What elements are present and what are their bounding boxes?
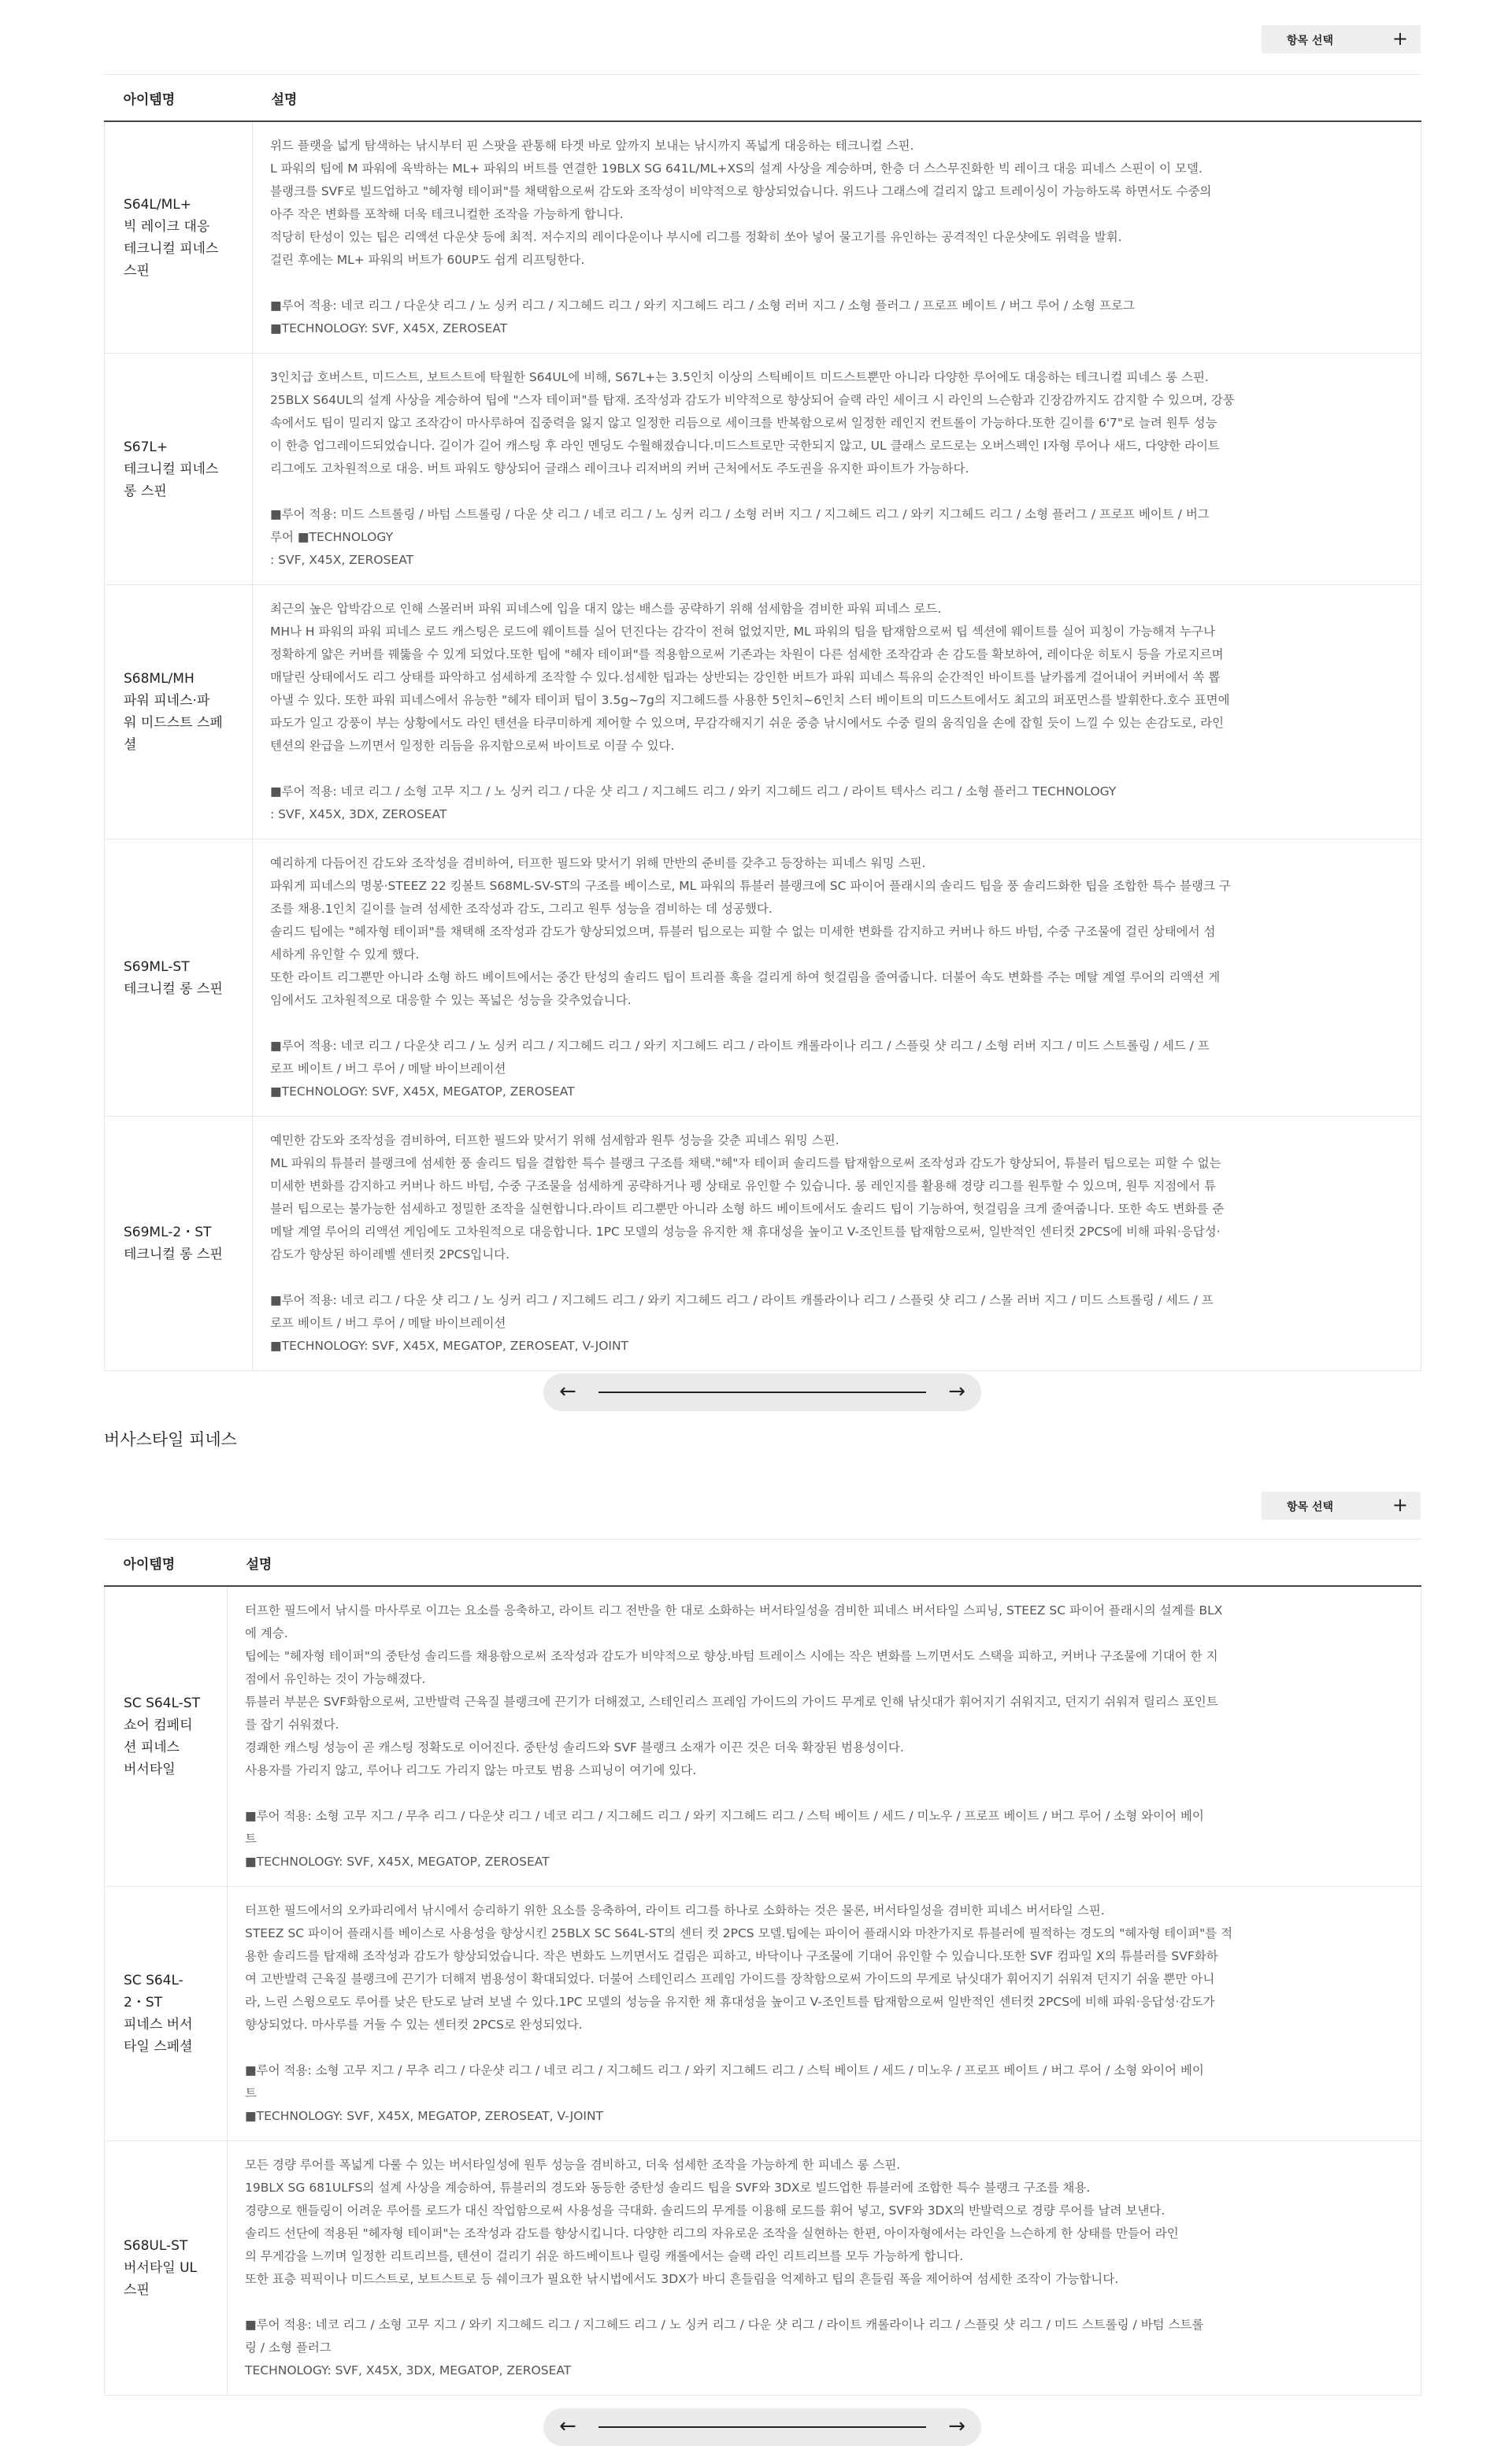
desc-line: 경량으로 핸들링이 어려운 루어를 로드가 대신 작업함으로써 사용성을 극대화. 솔리드의 무게를 이용해 로드를 휘어 넣고, SVF와 3DX의 반발력으로 경량 루어를 날려 보낸다. [245,2203,1166,2218]
desc-line: 리그에도 고차원적으로 대응. 버트 파워도 향상되어 글래스 레이크나 리저버의 커버 근처에서도 주도권을 유지한 파이트가 가능하다. [270,461,969,476]
desc-line: 링 / 소형 플러그 [245,2340,332,2355]
desc-line: 3인치급 호버스트, 미드스트, 보트스트에 탁월한 S64UL에 비해, S67L+는 3.5인치 이상의 스틱베이트 미드스트뿐만 아니라 다양한 루어에도 대응하는 테크니컬 피네스 롱 스핀. [270,370,1209,384]
item-name-line: 버서타일 [124,1762,176,1777]
item-name-line: 타일 스페셜 [124,2039,193,2055]
desc-line: 속에서도 팁이 밀리지 않고 조작감이 마사루하여 집중력을 잃지 않고 일정한 리듬으로 세이크를 반복함으로써 일정한 레인지 컨트롤이 가능하다.또한 길이를 6'7"로 늘려 원투 성능 [270,416,1217,430]
desc-line: 파워게 피네스의 명봉·STEEZ 22 킹볼트 S68ML-SV-ST의 구조를 베이스로, ML 파워의 튜블러 블랭크에 SC 파이어 플래시의 솔리드 팁을 풍 솔리드화한 팁을 조합한 특수 블랭크 구 [270,879,1231,893]
col-header-desc: 설명 [228,1540,1421,1587]
paragraph-gap [245,1782,1402,1805]
spec-table-2 [104,1539,1421,2396]
item-name-cell [105,1586,228,1887]
item-desc-cell [253,354,1421,585]
desc-line: 아주 작은 변화를 포착해 더욱 테크니컬한 조작을 가능하게 합니다. [270,207,624,221]
item-name-line: 롱 스핀 [124,483,167,499]
desc-line: ■루어 적용: 네코 리그 / 다운샷 리그 / 노 싱커 리그 / 지그헤드 리그 / 와키 지그헤드 리그 / 라이트 캐롤라이나 리그 / 스플릿 샷 리그 / 소형 러버 지그 / 미드 스트롤링 / 세드 / 프 [270,1039,1210,1053]
desc-line: 예민한 감도와 조작성을 겸비하여, 터프한 필드와 맞서기 위해 섬세함과 원투 성능을 갖춘 피네스 워밍 스핀. [270,1133,839,1147]
desc-line: : SVF, X45X, 3DX, ZEROSEAT [270,807,447,821]
desc-line: 점에서 유인하는 것이 가능해졌다. [245,1672,426,1686]
item-name-line: S68UL-ST [124,2238,188,2254]
desc-line: 의 무게감을 느끼며 일정한 리트리브를, 텐션이 걸리기 쉬운 하드베이트나 릴링 캐롤에서는 슬랙 라인 리트리브를 모두 가능하게 합니다. [245,2249,964,2263]
table-row [105,839,1421,1117]
desc-line: 팁에는 "헤자형 테이퍼"의 중탄성 솔리드를 채용함으로써 조작성과 감도가 비약적으로 향상.바텀 트레이스 시에는 작은 변화를 느끼면서도 스택을 피하고, 커버나 구조물에 기대어 한 지 [245,1649,1218,1663]
item-desc-cell [253,1117,1421,1371]
desc-line: 트 [245,1832,257,1846]
desc-line: 매달린 상태에서도 리그 상태를 파악하고 섬세하게 조작할 수 있다.섬세한 팁과는 상반되는 강인한 버트가 파워 피네스 특유의 순간적인 바이트를 날카롭게 걸어내어 커버에서 쏙 뽑 [270,670,1221,684]
table-scroll-pager-1 [543,1373,981,1411]
desc-line: 미세한 변화를 감지하고 커버나 하드 바텀, 수중 구조물을 섬세하게 공략하거나 펭 상태로 유인할 수 있습니다. 롱 레인지를 활용해 경량 리그를 원투할 수 있으며, 원투 지점에서 튜 [270,1179,1217,1193]
desc-line: ■루어 적용: 미드 스트롤링 / 바텀 스트롤링 / 다운 샷 리그 / 네코 리그 / 노 싱커 리그 / 소형 러버 지그 / 지그헤드 리그 / 와키 지그헤드 리그 / 소형 플러그 / 프로프 베이트 / 버그 [270,507,1210,521]
table-row [105,1117,1421,1371]
table-row [105,121,1421,354]
desc-line: 걸린 후에는 ML+ 파워의 버트가 60UP도 쉽게 리프팅한다. [270,253,585,267]
desc-line: 예리하게 다듬어진 감도와 조작성을 겸비하여, 터프한 필드와 맞서기 위해 만반의 준비를 갖추고 등장하는 피네스 워밍 스핀. [270,856,926,870]
desc-line: 를 잡기 쉬워졌다. [245,1718,339,1732]
item-name-line: SC S64L-ST [124,1696,200,1711]
scroll-track[interactable] [598,1392,926,1393]
item-select-button[interactable] [1262,1492,1421,1520]
section-heading: 버사스타일 피네스 [104,1430,237,1449]
table-header-row [105,1540,1421,1587]
desc-line: 라, 느린 스윙으로도 루어를 낮은 탄도로 날려 보낼 수 있다.1PC 모델의 성능을 유지한 채 휴대성을 높이고 V-조인트를 탑재함으로써 일반적인 센터컷 2PCS에 비해 파워·응답성·감도가 [245,1995,1215,2009]
desc-line: 에 계승. [245,1626,288,1640]
desc-line: 또한 표층 픽픽이나 미드스트로, 보트스트로 등 쉐이크가 필요한 낚시법에서도 3DX가 바디 흔들림을 억제하고 팁의 흔들림 폭을 제어하여 섬세한 조작이 가능합니다. [245,2272,1119,2286]
item-select-button[interactable] [1262,25,1421,54]
item-name-line: 션 피네스 [124,1740,180,1755]
item-name-line: S68ML/MH [124,671,195,687]
desc-line: 튜블러 부분은 SVF화함으로써, 고반발력 근육질 블랭크에 끈기가 더해졌고, 스테인리스 프레임 가이드의 가이드 무게로 인해 낚싯대가 휘어지기 쉬워지고, 던지기 쉬워져 릴리스 포인트 [245,1695,1218,1709]
desc-line: 25BLX S64UL의 설계 사상을 계승하여 팁에 "스자 테이퍼"를 탑재. 조작성과 감도가 비약적으로 향상되어 슬랙 라인 세이크 시 라인의 느슨함과 긴장감까지도 감지할 수 있으며, 강풍 [270,393,1235,407]
desc-line: 임에서도 고차원적으로 대응할 수 있는 폭넓은 성능을 갖추었습니다. [270,993,632,1007]
item-name-line: 스핀 [124,262,150,279]
item-desc-cell [228,2141,1421,2396]
scroll-track[interactable] [598,2426,926,2428]
arrow-right-icon[interactable]: → [948,1380,965,1403]
desc-line: 로프 베이트 / 버그 루어 / 메탈 바이브레이션 [270,1062,506,1076]
desc-line: ■루어 적용: 네코 리그 / 다운샷 리그 / 노 싱커 리그 / 지그헤드 리그 / 와키 지그헤드 리그 / 소형 러버 지그 / 소형 플러그 / 프로프 베이트 / 버그 루어 / 소형 프로그 [270,298,1135,313]
paragraph-gap [270,758,1402,780]
desc-line: 루어 ■TECHNOLOGY [270,530,394,544]
desc-line: STEEZ SC 파이어 플래시를 베이스로 사용성을 향상시킨 25BLX SC S64L-ST의 센터 컷 2PCS 모델.팁에는 파이어 플래시와 마찬가지로 튜블러에 필적하는 경도의 "헤자형 테이퍼"를 적 [245,1926,1233,1940]
desc-line: 트 [245,2086,257,2100]
paragraph-gap [270,1012,1402,1035]
desc-line: 적당히 탄성이 있는 팁은 리액션 다운샷 등에 최적. 저수지의 레이다운이나 부시에 리그를 정확히 쏘아 넣어 물고기를 유인하는 공격적인 다운샷에도 위력을 발휘. [270,230,1122,244]
item-desc-cell [228,1887,1421,2141]
item-name-cell [105,1117,253,1371]
desc-line: 여 고반발력 근육질 블랭크에 끈기가 더해져 범용성이 확대되었다. 더불어 스테인리스 프레임 가이드를 장착함으로써 가이드의 무게로 낚싯대가 휘어지기 쉬워져 던지기 쉬울 뿐만 아니 [245,1972,1215,1986]
item-name-line: S69ML-2・ST [124,1225,212,1240]
arrow-right-icon[interactable]: → [948,2414,965,2438]
desc-line: 사용자를 가리지 않고, 루어나 리그도 가리지 않는 마코토 범용 스피닝이 여기에 있다. [245,1763,697,1777]
item-desc-cell [253,121,1421,354]
desc-line: 감도가 향상된 하이레벨 센터컷 2PCS입니다. [270,1247,510,1262]
col-header-desc: 설명 [253,75,1421,122]
item-name-line: 2・ST [124,1995,162,2011]
item-name-line: 테크니컬 롱 스핀 [124,1247,223,1262]
arrow-left-icon[interactable]: ← [559,2414,576,2438]
desc-line: ■루어 적용: 네코 리그 / 소형 고무 지그 / 와키 지그헤드 리그 / 지그헤드 리그 / 노 싱커 리그 / 다운 샷 리그 / 라이트 캐롤라이나 리그 / 스플릿 샷 리그 / 미드 스트롤링 / 바텀 스트롤 [245,2318,1204,2332]
spec-table-1 [104,74,1421,1371]
item-name-line: S64L/ML+ [124,196,192,213]
table-scroll-pager-2 [543,2408,981,2446]
item-desc-cell [253,585,1421,839]
item-name-line: 테크니컬 롱 스핀 [124,980,223,997]
desc-line: 최근의 높은 압박감으로 인해 스몰러버 파워 피네스에 입을 대지 않는 배스를 공략하기 위해 섬세함을 겸비한 파워 피네스 로드. [270,602,942,616]
arrow-left-icon[interactable]: ← [559,1380,576,1403]
col-header-name: 아이템명 [105,1540,228,1587]
item-name-cell [105,839,253,1117]
desc-line: 블랭크를 SVF로 빌드업하고 "헤자형 테이퍼"를 채택함으로써 감도와 조작성이 비약적으로 향상되었습니다. 위드나 그래스에 걸리지 않고 트레이싱이 가능하도록 하면서도 수중의 [270,184,1212,198]
desc-line: 경쾌한 캐스팅 성능이 곧 캐스팅 정확도로 이어진다. 중탄성 솔리드와 SVF 블랭크 소재가 이끈 것은 더욱 확장된 범용성이다. [245,1740,904,1755]
desc-line: 조를 채용.1인치 길이를 늘려 섬세한 조작성과 감도, 그리고 원투 성능을 겸비하는 데 성공했다. [270,902,773,916]
item-name-line: 빅 레이크 대응 [124,218,210,235]
desc-line: L 파워의 팁에 M 파워에 육박하는 ML+ 파워의 버트를 연결한 19BLX SG 641L/ML+XS의 설계 사상을 계승하며, 한층 더 스스무진화한 빅 레이크 대응 피네스 스핀이 이 모델. [270,161,1203,176]
item-name-line: 파워 피네스·파 [124,693,210,709]
desc-line: 이 한층 업그레이드되었습니다. 길이가 길어 캐스팅 후 라인 멘딩도 수월해졌습니다.미드스트로만 국한되지 않고, UL 클래스 로드로는 오버스펙인 I자형 루어나 새드, 다양한 라이트 [270,439,1220,453]
desc-line: ■TECHNOLOGY: SVF, X45X, MEGATOP, ZEROSEAT [270,1084,575,1099]
item-desc-cell [228,1586,1421,1887]
desc-line: 정확하게 얇은 커버를 꿰뚫을 수 있게 되었다.또한 팁에 "헤자 테이퍼"를 적용함으로써 기존과는 차원이 다른 섬세한 조작감과 손 감도를 확보하여, 레이다운 히토시 등을 가로지르며 [270,647,1224,662]
desc-line: 솔리드 팁에는 "헤자형 테이퍼"를 채택해 조작성과 감도가 향상되었으며, 튜블러 팁으로는 피할 수 없는 미세한 변화를 감지하고 커버나 하드 바텀, 수중 구조물에 걸린 상태에서 섬 [270,925,1216,939]
desc-line: 텐션의 완급을 느끼면서 일정한 리듬을 유지함으로써 바이트로 이끌 수 있다. [270,739,675,753]
table-row [105,354,1421,585]
item-name-line: 스핀 [124,2282,150,2298]
table-row [105,1887,1421,2141]
desc-line: ■루어 적용: 소형 고무 지그 / 무추 리그 / 다운샷 리그 / 네코 리그 / 지그헤드 리그 / 와키 지그헤드 리그 / 스틱 베이트 / 세드 / 미노우 / 프로프 베이트 / 버그 루어 / 소형 와이어 베이 [245,2063,1204,2077]
item-name-line: S67L+ [124,439,169,455]
item-name-line: 워 미드스트 스페 [124,715,223,731]
desc-line: 향상되었다. 마사루를 거둘 수 있는 센터컷 2PCS로 완성되었다. [245,2018,583,2032]
item-name-line: 테크니컬 피네스 [124,461,219,477]
desc-line: ML 파워의 튜블러 블랭크에 섬세한 풍 솔리드 팁을 결합한 특수 블랭크 구조를 채택."헤"자 테이퍼 솔리드를 탑재함으로써 조작성과 감도가 향상되어, 튜블러 팁으로는 피할 수 없는 [270,1156,1221,1170]
paragraph-gap [270,480,1402,503]
desc-line: 터프한 필드에서 낚시를 마사루로 이끄는 요소를 응축하고, 라이트 리그 전반을 한 대로 소화하는 버서타일성을 겸비한 피네스 버서타일 스피닝, STEEZ SC 파이어 플래시의 설계를 BLX [245,1603,1223,1618]
item-name-line: 셜 [124,737,137,753]
desc-line: 세하게 유인할 수 있게 했다. [270,947,420,962]
item-name-cell [105,354,253,585]
paragraph-gap [270,1266,1402,1289]
col-header-name: 아이템명 [105,75,253,122]
desc-line: 블러 팁으로는 불가능한 섬세하고 정밀한 조작을 실현합니다.라이트 리그뿐만 아니라 소형 하드 베이트에서도 솔리드 팁이 기능하여, 헛걸림을 크게 줄여줍니다. 또한 속도 변화를 준 [270,1202,1225,1216]
plus-icon: + [1392,28,1408,50]
item-name-line: 쇼어 컴페티 [124,1718,193,1733]
item-name-line: 버서타일 UL [124,2260,198,2276]
item-desc-cell [253,839,1421,1117]
table-row [105,2141,1421,2396]
item-name-cell [105,585,253,839]
desc-line: ■TECHNOLOGY: SVF, X45X, MEGATOP, ZEROSEAT, V-JOINT [245,2109,604,2123]
desc-line: 용한 솔리드를 탑재해 조작성과 감도가 향상되었습니다. 작은 변화도 느끼면서도 걸림은 피하고, 바닥이나 구조물에 기대어 유인할 수 있습니다.또한 SVF 컴파일 X의 튜블러를 SVF화하 [245,1949,1218,1963]
desc-line: : SVF, X45X, ZEROSEAT [270,553,414,567]
desc-line: ■TECHNOLOGY: SVF, X45X, MEGATOP, ZEROSEAT [245,1855,550,1869]
paragraph-gap [245,2036,1402,2059]
desc-line: 위드 플랫을 넓게 탐색하는 낚시부터 핀 스팟을 관통해 타겟 바로 앞까지 보내는 낚시까지 폭넓게 대응하는 테크니컬 스핀. [270,139,914,153]
desc-line: 로프 베이트 / 버그 루어 / 메탈 바이브레이션 [270,1316,506,1330]
paragraph-gap [270,272,1402,295]
desc-line: 또한 라이트 리그뿐만 아니라 소형 하드 베이트에서는 중간 탄성의 솔리드 팁이 트리플 훅을 걸리게 하여 헛걸림을 줄여줍니다. 더불어 속도 변화를 주는 메탈 계열 루어의 리액션 게 [270,970,1221,984]
desc-line: 아낼 수 있다. 또한 파워 피네스에서 유능한 "헤자 테이퍼 팁이 3.5g~7g의 지그헤드를 사용한 5인치~6인치 스터 베이트의 미드스트에서도 최고의 퍼포먼스를 발휘한다.호수 표면에 [270,693,1230,707]
item-name-cell [105,1887,228,2141]
item-name-line: 피네스 버서 [124,2017,193,2033]
item-name-cell [105,2141,228,2396]
item-name-line: SC S64L- [124,1973,183,1988]
item-name-line: 테크니컬 피네스 [124,240,219,257]
desc-line: 터프한 필드에서의 오카파리에서 낚시에서 승리하기 위한 요소를 응축하여, 라이트 리그를 하나로 소화하는 것은 물론, 버서타일성을 겸비한 피네스 버서타일 스핀. [245,1903,1105,1918]
desc-line: TECHNOLOGY: SVF, X45X, 3DX, MEGATOP, ZEROSEAT [245,2363,572,2377]
desc-line: ■루어 적용: 네코 리그 / 다운 샷 리그 / 노 싱커 리그 / 지그헤드 리그 / 와키 지그헤드 리그 / 라이트 캐롤라이나 리그 / 스플릿 샷 리그 / 스몰 러버 지그 / 미드 스트롤링 / 세드 / 프 [270,1293,1214,1307]
table-header-row [105,75,1421,122]
item-select-label: 항목 선택 [1287,1501,1333,1514]
paragraph-gap [245,2291,1402,2314]
item-name-cell [105,121,253,354]
desc-line: MH나 H 파워의 파워 피네스 로드 캐스팅은 로드에 웨이트를 실어 던진다는 감각이 전혀 없었지만, ML 파워의 팁을 탑재함으로써 팁 섹션에 웨이트를 실어 피칭이 가능해져 누구나 [270,624,1216,639]
desc-line: 솔리드 선단에 적용된 "헤자형 테이퍼"는 조작성과 감도를 향상시킵니다. 다양한 리그의 자유로운 조작을 실현하는 한편, 아이자형에서는 라인을 느슨하게 한 상태를 만들어 라인 [245,2226,1179,2240]
plus-icon: + [1392,1494,1408,1516]
item-select-label: 항목 선택 [1287,35,1333,47]
desc-line: 모든 경량 루어를 폭넓게 다룰 수 있는 버서타일성에 원투 성능을 겸비하고, 더욱 섬세한 조작을 가능하게 한 피네스 롱 스핀. [245,2158,901,2172]
desc-line: ■루어 적용: 소형 고무 지그 / 무추 리그 / 다운샷 리그 / 네코 리그 / 지그헤드 리그 / 와키 지그헤드 리그 / 스틱 베이트 / 세드 / 미노우 / 프로프 베이트 / 버그 루어 / 소형 와이어 베이 [245,1809,1204,1823]
item-name-line: S69ML-ST [124,958,190,975]
desc-line: 파도가 일고 강풍이 부는 상황에서도 라인 텐션을 타쿠미하게 제어할 수 있으며, 무감각해지기 쉬운 중층 낚시에서도 수중 릴의 움직임을 손에 잡힐 듯이 느낄 수 있는 손감도로, 라인 [270,716,1225,730]
table-row [105,585,1421,839]
desc-line: ■루어 적용: 네코 리그 / 소형 고무 지그 / 노 싱커 리그 / 다운 샷 리그 / 지그헤드 리그 / 와키 지그헤드 리그 / 라이트 텍사스 리그 / 소형 플러그 TECHNOLOGY [270,784,1117,799]
desc-line: 19BLX SG 681ULFS의 설계 사상을 계승하여, 튜블러의 경도와 동등한 중탄성 솔리드 팁을 SVF와 3DX로 빌드업한 튜블러에 조합한 특수 블랭크 구조를 채용. [245,2181,1091,2195]
table-row [105,1586,1421,1887]
desc-line: ■TECHNOLOGY: SVF, X45X, ZEROSEAT [270,321,508,335]
desc-line: 메탈 계열 루어의 리액션 게임에도 고차원적으로 대응합니다. 1PC 모델의 성능을 유지한 채 휴대성을 높이고 V-조인트를 탑재함으로써, 일반적인 센터컷 2PCS에 비해 파워·응답성· [270,1225,1221,1239]
desc-line: ■TECHNOLOGY: SVF, X45X, MEGATOP, ZEROSEAT, V-JOINT [270,1339,629,1353]
